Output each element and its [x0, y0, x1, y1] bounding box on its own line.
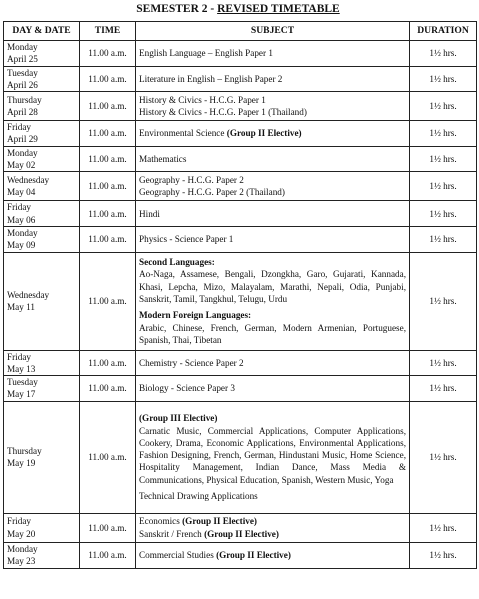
subject-cell	[136, 121, 410, 147]
date-text: April 29	[7, 134, 38, 145]
subject-line	[139, 549, 406, 561]
duration-cell: 1½ hrs.	[410, 92, 477, 121]
day-text: Monday	[7, 42, 38, 52]
day-text: Tuesday	[7, 377, 38, 388]
table-row	[4, 542, 477, 568]
day-date-cell	[4, 252, 80, 350]
timetable-body	[4, 41, 477, 569]
date-text: May 11	[7, 302, 35, 313]
day-date-cell	[4, 201, 80, 227]
subject-list: Ao-Naga, Assamese, Bengali, Dzongkha, Garo, Gujarati, Kannada, Khasi, Lepcha, Mizo, Malayalam, Marathi, Nepali, Odia, Punjabi, Sanskrit, Tamil, Tangkhul, Telugu, Urdu	[139, 269, 406, 304]
subject-text: Commercial Studies	[139, 550, 217, 561]
time-cell: 11.00 a.m.	[80, 121, 136, 147]
subject-line	[139, 515, 406, 527]
subject-cell	[136, 226, 410, 252]
duration-cell: 1½ hrs.	[410, 146, 477, 172]
header-time: TIME	[80, 22, 136, 41]
time-cell: 11.00 a.m.	[80, 146, 136, 172]
subject-cell	[136, 172, 410, 201]
day-text: Wednesday	[7, 289, 50, 300]
subject-text: Literature in English – English Paper 2	[139, 73, 283, 84]
subject-text: History & Civics - H.C.G. Paper 1 (Thailand)	[139, 107, 307, 118]
subject-text: Geography - H.C.G. Paper 2 (Thailand)	[139, 187, 285, 198]
duration-cell: 1½ hrs.	[410, 121, 477, 147]
subject-text: Hindi	[139, 208, 160, 219]
time-cell: 11.00 a.m.	[80, 376, 136, 402]
day-text: Monday	[7, 227, 38, 238]
subject-line	[139, 47, 406, 59]
time-cell: 11.00 a.m.	[80, 172, 136, 201]
date-text: May 19	[7, 458, 36, 469]
day-date-cell	[4, 92, 80, 121]
header-day-date: DAY & DATE	[4, 22, 80, 41]
table-row	[4, 92, 477, 121]
subject-line	[139, 174, 406, 186]
subject-text: Physics - Science Paper 1	[139, 234, 234, 245]
subject-text: Geography - H.C.G. Paper 2	[139, 175, 244, 186]
subject-cell	[136, 66, 410, 92]
duration-cell: 1½ hrs.	[410, 66, 477, 92]
elective-label: (Group II Elective)	[182, 516, 257, 527]
date-text: April 28	[7, 107, 38, 118]
time-cell: 11.00 a.m.	[80, 92, 136, 121]
title-prefix: SEMESTER 2 -	[136, 3, 218, 15]
duration-cell: 1½ hrs.	[410, 542, 477, 568]
elective-label: (Group II Elective)	[226, 128, 302, 139]
day-date-cell	[4, 401, 80, 513]
subject-line	[139, 106, 406, 118]
table-row	[4, 226, 477, 252]
subject-text: Mathematics	[139, 153, 187, 164]
duration-cell: 1½ hrs.	[410, 350, 477, 376]
subject-line	[139, 186, 406, 198]
subject-line	[139, 73, 406, 85]
day-date-cell	[4, 121, 80, 147]
date-text: May 23	[7, 556, 36, 567]
day-date-cell	[4, 146, 80, 172]
day-text: Friday	[7, 122, 31, 133]
table-row	[4, 146, 477, 172]
time-cell: 11.00 a.m.	[80, 226, 136, 252]
duration-cell: 1½ hrs.	[410, 401, 477, 513]
date-text: May 06	[7, 214, 36, 225]
subject-cell	[136, 350, 410, 376]
subject-line	[139, 233, 406, 245]
timetable	[3, 21, 477, 569]
table-row	[4, 172, 477, 201]
table-row	[4, 252, 477, 350]
date-text: May 13	[7, 363, 36, 374]
subject-text: Technical Drawing Applications	[139, 490, 258, 501]
day-text: Tuesday	[7, 67, 38, 78]
day-text: Wednesday	[7, 175, 50, 186]
subject-text: History & Civics - H.C.G. Paper 1	[139, 94, 266, 105]
date-text: May 04	[7, 187, 36, 198]
subject-cell	[136, 201, 410, 227]
subject-group-heading: (Group III Elective)	[139, 413, 218, 424]
table-row	[4, 121, 477, 147]
subject-line	[139, 528, 406, 540]
duration-cell: 1½ hrs.	[410, 172, 477, 201]
header-row	[4, 22, 477, 41]
date-text: April 26	[7, 79, 38, 90]
time-cell: 11.00 a.m.	[80, 201, 136, 227]
time-cell: 11.00 a.m.	[80, 41, 136, 67]
subject-group-heading: Modern Foreign Languages:	[139, 310, 252, 321]
date-text: April 25	[7, 54, 38, 65]
header-duration: DURATION	[410, 22, 477, 41]
subject-cell	[136, 513, 410, 542]
table-row	[4, 41, 477, 67]
duration-cell: 1½ hrs.	[410, 226, 477, 252]
day-date-cell	[4, 542, 80, 568]
subject-cell	[136, 542, 410, 568]
date-text: May 20	[7, 528, 36, 539]
day-date-cell	[4, 376, 80, 402]
subject-line	[139, 490, 406, 502]
subject-line	[139, 357, 406, 369]
elective-label: (Group II Elective)	[216, 550, 291, 561]
day-date-cell	[4, 66, 80, 92]
subject-cell	[136, 401, 410, 513]
time-cell: 11.00 a.m.	[80, 350, 136, 376]
duration-cell: 1½ hrs.	[410, 201, 477, 227]
subject-text: Chemistry - Science Paper 2	[139, 357, 244, 368]
day-text: Friday	[7, 516, 31, 527]
day-text: Thursday	[7, 445, 42, 456]
day-date-cell	[4, 172, 80, 201]
day-date-cell	[4, 41, 80, 67]
day-text: Friday	[7, 202, 31, 213]
date-text: May 17	[7, 389, 36, 400]
subject-text: Economics	[139, 516, 183, 527]
subject-text: English Language – English Paper 1	[139, 48, 273, 59]
table-row	[4, 401, 477, 513]
time-cell: 11.00 a.m.	[80, 401, 136, 513]
duration-cell: 1½ hrs.	[410, 376, 477, 402]
day-text: Thursday	[7, 94, 42, 105]
subject-cell	[136, 146, 410, 172]
duration-cell: 1½ hrs.	[410, 513, 477, 542]
table-row	[4, 201, 477, 227]
subject-line	[139, 208, 406, 220]
time-cell: 11.00 a.m.	[80, 66, 136, 92]
subject-line	[139, 127, 406, 139]
time-cell: 11.00 a.m.	[80, 513, 136, 542]
table-row	[4, 66, 477, 92]
subject-line	[139, 382, 406, 394]
day-text: Monday	[7, 147, 38, 158]
time-cell: 11.00 a.m.	[80, 252, 136, 350]
time-cell: 11.00 a.m.	[80, 542, 136, 568]
table-row	[4, 376, 477, 402]
date-text: May 09	[7, 240, 36, 251]
day-date-cell	[4, 350, 80, 376]
day-date-cell	[4, 226, 80, 252]
subject-cell	[136, 41, 410, 67]
elective-label: (Group II Elective)	[204, 528, 279, 539]
duration-cell: 1½ hrs.	[410, 41, 477, 67]
subject-text: Biology - Science Paper 3	[139, 383, 235, 394]
table-row	[4, 350, 477, 376]
title-underlined: REVISED TIMETABLE	[217, 3, 340, 15]
day-date-cell	[4, 513, 80, 542]
subject-list: Arabic, Chinese, French, German, Modern Armenian, Portuguese, Spanish, Thai, Tibetan	[139, 322, 406, 345]
subject-text: Environmental Science	[139, 128, 227, 139]
subject-line	[139, 94, 406, 106]
table-row	[4, 513, 477, 542]
page-title	[0, 2, 476, 16]
subject-group-heading: Second Languages:	[139, 257, 215, 268]
subject-list: Carnatic Music, Commercial Applications, Computer Applications, Cookery, Drama, Economic Applications, Environmental Applications, Fashion Designing, French, German, Hindustani Music, Home Science, Hospitality Management, Indian Dance, Mass Media & Communications, Physical Education, Spanish, Western Music, Yoga	[139, 425, 406, 485]
subject-cell	[136, 376, 410, 402]
day-text: Friday	[7, 351, 31, 362]
header-subject: SUBJECT	[136, 22, 410, 41]
subject-text: Sanskrit / French	[139, 528, 205, 539]
subject-line	[139, 153, 406, 165]
subject-cell	[136, 252, 410, 350]
subject-cell	[136, 92, 410, 121]
duration-cell: 1½ hrs.	[410, 252, 477, 350]
date-text: May 02	[7, 160, 36, 171]
day-text: Monday	[7, 543, 38, 554]
